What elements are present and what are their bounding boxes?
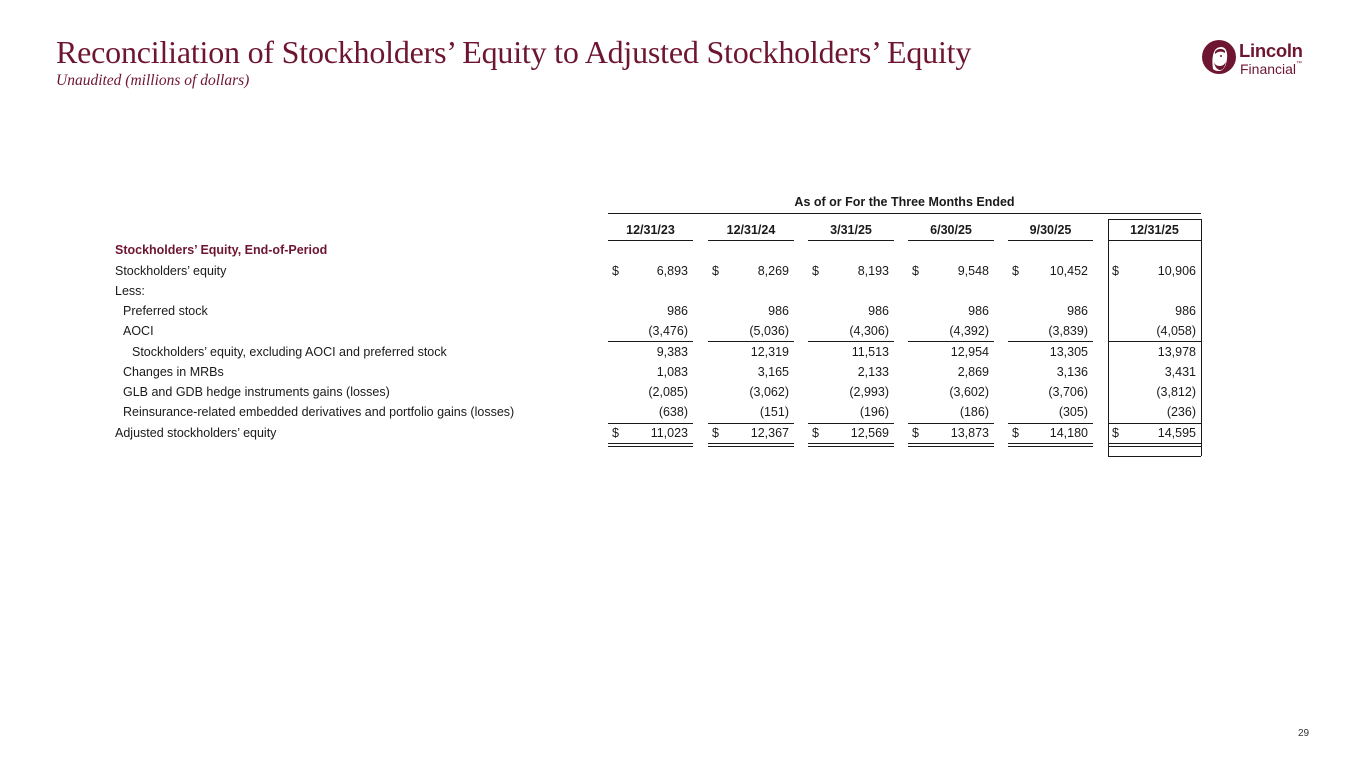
column-header-rule — [808, 240, 894, 241]
page-subtitle: Unaudited (millions of dollars) — [56, 72, 250, 89]
table-cell: (3,602) — [949, 385, 989, 399]
table-cell: (3,839) — [1048, 324, 1088, 338]
total-rule — [908, 423, 994, 424]
table-cell: (638) — [658, 405, 688, 419]
table-cell: 12,954 — [950, 345, 989, 359]
subtotal-rule — [708, 341, 794, 342]
column-header-rule — [708, 240, 794, 241]
table-cell: 986 — [1067, 304, 1088, 318]
table-cell: (236) — [1166, 405, 1196, 419]
table-cell: 12,319 — [750, 345, 789, 359]
table-cell: 986 — [667, 304, 688, 318]
table-cell: 9,548 — [957, 264, 989, 278]
currency-symbol: $ — [712, 426, 719, 440]
table-cell: 13,873 — [950, 426, 989, 440]
total-rule — [808, 423, 894, 424]
double-underline-bottom — [1008, 446, 1093, 447]
double-underline-bottom — [808, 446, 894, 447]
lincoln-portrait-icon — [1201, 38, 1237, 78]
latest-column-border-bottom — [1108, 456, 1201, 457]
column-header: 12/31/23 — [626, 223, 675, 237]
group-header-rule — [608, 213, 1201, 214]
total-rule — [608, 423, 693, 424]
row-label: Changes in MRBs — [123, 365, 224, 379]
column-header-rule — [908, 240, 994, 241]
currency-symbol: $ — [1012, 264, 1019, 278]
total-rule — [1108, 423, 1201, 424]
table-cell: 12,367 — [750, 426, 789, 440]
table-cell: 9,383 — [656, 345, 688, 359]
total-rule — [1008, 423, 1093, 424]
table-cell: (186) — [959, 405, 989, 419]
table-cell: 8,193 — [857, 264, 889, 278]
double-underline-top — [708, 443, 794, 444]
table-cell: (4,392) — [949, 324, 989, 338]
table-cell: (2,085) — [648, 385, 688, 399]
currency-symbol: $ — [1112, 264, 1119, 278]
row-label: Stockholders’ equity — [115, 264, 227, 278]
currency-symbol: $ — [912, 426, 919, 440]
logo-tm: ™ — [1296, 61, 1303, 67]
subtotal-rule — [808, 341, 894, 342]
row-label: Less: — [115, 284, 145, 298]
column-header-rule — [608, 240, 693, 241]
column-header: 6/30/25 — [930, 223, 972, 237]
table-cell: (4,306) — [849, 324, 889, 338]
table-cell: (305) — [1058, 405, 1088, 419]
table-cell: (196) — [859, 405, 889, 419]
logo-word-financial-text: Financial — [1240, 61, 1297, 77]
row-label: Preferred stock — [123, 304, 208, 318]
column-header: 12/31/25 — [1130, 223, 1179, 237]
table-cell: (3,476) — [648, 324, 688, 338]
currency-symbol: $ — [612, 426, 619, 440]
currency-symbol: $ — [712, 264, 719, 278]
row-label: Adjusted stockholders’ equity — [115, 426, 277, 440]
currency-symbol: $ — [612, 264, 619, 278]
table-cell: 11,513 — [851, 345, 889, 359]
lincoln-financial-logo — [1201, 38, 1313, 80]
table-cell: 2,869 — [957, 365, 989, 379]
double-underline-top — [1108, 443, 1201, 444]
subtotal-rule — [1008, 341, 1093, 342]
table-cell: 986 — [968, 304, 989, 318]
latest-column-border-right — [1201, 219, 1202, 456]
table-cell: 2,133 — [857, 365, 889, 379]
table-cell: (3,812) — [1156, 385, 1196, 399]
double-underline-bottom — [908, 446, 994, 447]
table-cell: 3,165 — [757, 365, 789, 379]
row-label: Stockholders’ equity, excluding AOCI and preferred stock — [132, 345, 447, 359]
table-cell: 6,893 — [656, 264, 688, 278]
table-cell: 8,269 — [757, 264, 789, 278]
table-cell: 10,906 — [1157, 264, 1196, 278]
table-cell: (3,706) — [1048, 385, 1088, 399]
table-cell: 986 — [868, 304, 889, 318]
row-label: Stockholders’ Equity, End-of-Period — [115, 243, 328, 257]
latest-column-border-top — [1108, 219, 1201, 220]
double-underline-top — [608, 443, 693, 444]
logo-word-lincoln: Lincoln — [1239, 40, 1303, 61]
page-title: Reconciliation of Stockholders’ Equity to Adjusted Stockholders’ Equity — [56, 34, 972, 70]
currency-symbol: $ — [812, 264, 819, 278]
table-cell: 12,569 — [850, 426, 889, 440]
row-label: AOCI — [123, 324, 154, 338]
table-cell: 3,431 — [1164, 365, 1196, 379]
table-cell: (5,036) — [749, 324, 789, 338]
double-underline-bottom — [708, 446, 794, 447]
table-cell: 1,083 — [656, 365, 688, 379]
row-label: GLB and GDB hedge instruments gains (losses) — [123, 385, 390, 399]
page-number: 29 — [1298, 728, 1310, 739]
table-cell: 14,180 — [1049, 426, 1088, 440]
table-cell: (2,993) — [849, 385, 889, 399]
currency-symbol: $ — [912, 264, 919, 278]
subtotal-rule — [908, 341, 994, 342]
currency-symbol: $ — [812, 426, 819, 440]
table-cell: (4,058) — [1156, 324, 1196, 338]
table-cell: (151) — [759, 405, 789, 419]
double-underline-bottom — [1108, 446, 1201, 447]
column-header: 3/31/25 — [830, 223, 872, 237]
table-cell: 986 — [768, 304, 789, 318]
table-cell: 13,305 — [1049, 345, 1088, 359]
logo-word-financial — [1240, 61, 1302, 77]
group-header: As of or For the Three Months Ended — [794, 195, 1015, 209]
table-cell: 10,452 — [1049, 264, 1088, 278]
double-underline-top — [908, 443, 994, 444]
table-cell: 3,136 — [1056, 365, 1088, 379]
column-header-rule — [1108, 240, 1201, 241]
table-cell: 986 — [1175, 304, 1196, 318]
table-cell: 11,023 — [650, 426, 688, 440]
table-cell: (3,062) — [749, 385, 789, 399]
currency-symbol: $ — [1012, 426, 1019, 440]
column-header: 9/30/25 — [1029, 223, 1072, 237]
double-underline-bottom — [608, 446, 693, 447]
double-underline-top — [808, 443, 894, 444]
row-label: Reinsurance-related embedded derivatives and portfolio gains (losses) — [123, 405, 515, 419]
column-header-rule — [1008, 240, 1093, 241]
currency-symbol: $ — [1112, 426, 1119, 440]
column-header: 12/31/24 — [726, 223, 776, 237]
subtotal-rule — [608, 341, 693, 342]
total-rule — [708, 423, 794, 424]
table-cell: 13,978 — [1157, 345, 1196, 359]
subtotal-rule — [1108, 341, 1201, 342]
double-underline-top — [1008, 443, 1093, 444]
table-cell: 14,595 — [1157, 426, 1196, 440]
